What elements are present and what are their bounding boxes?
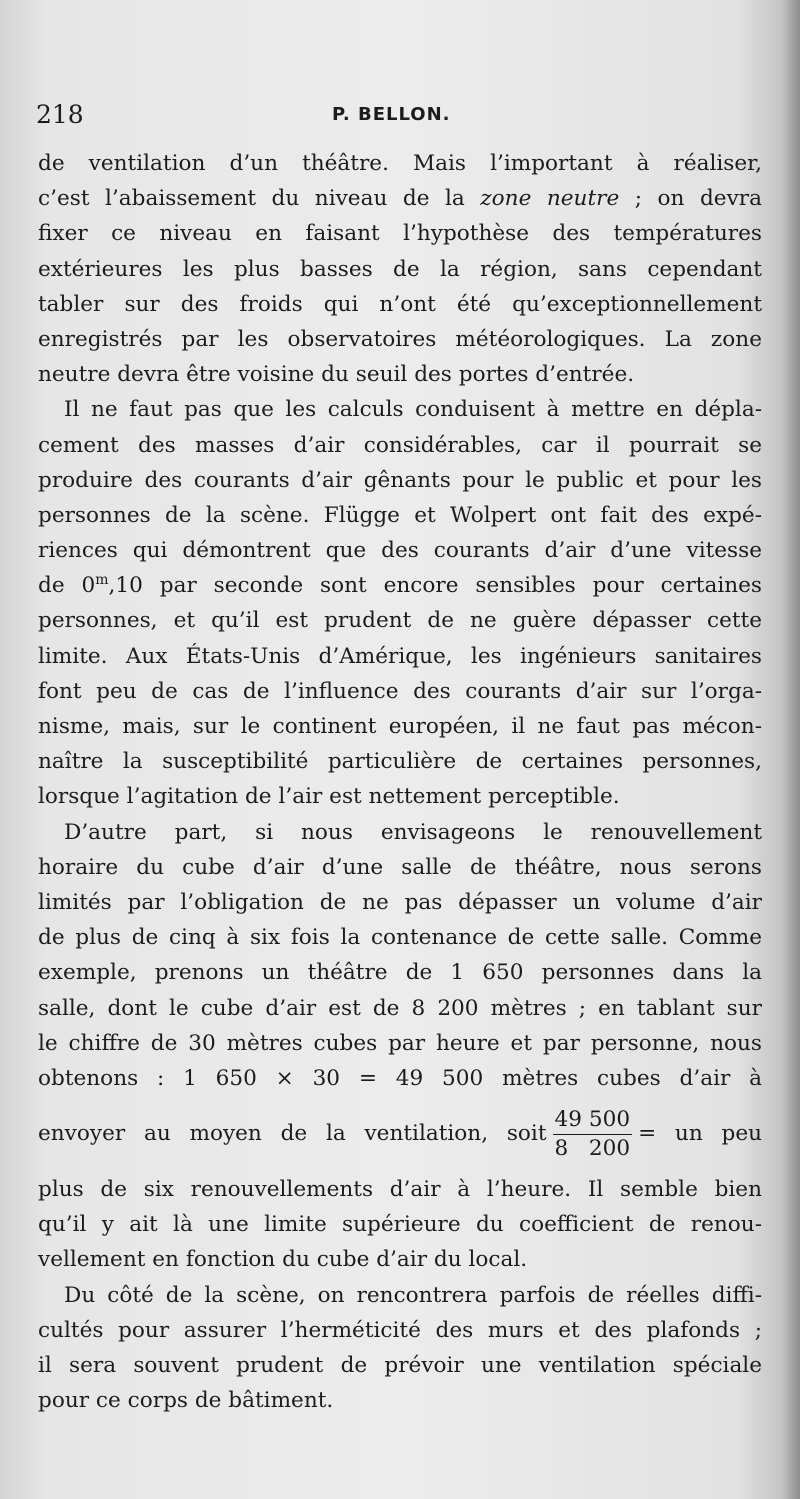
text-line: Du côté de la scène, on rencontrera parfois de réelles diffi- (64, 1282, 762, 1308)
text-line: horaire du cube d’air d’une salle de théâtre, nous serons (38, 854, 762, 880)
text-line: plus de six renouvellements d’air à l’heure. Il semble bien (38, 1177, 762, 1203)
text-line: extérieures les plus basses de la région, sans cependant (38, 256, 762, 282)
text-line: cement des masses d’air considérables, car il pourrait se (38, 432, 762, 458)
text-span: de 0 (38, 573, 96, 599)
running-head: P. BELLON. (332, 104, 451, 125)
text-line: obtenons : 1 650 × 30 = 49 500 mètres cubes d’air à (38, 1065, 762, 1091)
text-line: neutre devra être voisine du seuil des portes d’entrée. (38, 362, 635, 388)
text-line: nisme, mais, sur le continent européen, il ne faut pas mécon- (38, 714, 762, 739)
unit-superscript: m (95, 572, 109, 589)
text-line (38, 568, 762, 603)
text-line: de plus de cinq à six fois la contenance de cette salle. Comme (38, 925, 762, 951)
page-edge-shadow (782, 0, 800, 1499)
text-line-with-fraction (38, 1096, 762, 1172)
text-line: personnes, et qu’il est prudent de ne guère dépasser cette (38, 608, 762, 634)
text-line: le chiffre de 30 mètres cubes par heure et par personne, nous (38, 1030, 762, 1056)
text-line: Il ne faut pas que les calculs conduisent à mettre en dépla- (64, 397, 762, 423)
text-line: D’autre part, si nous envisageons le renouvellement (64, 819, 762, 845)
text-line: de ventilation d’un théâtre. Mais l’important à réaliser, (38, 151, 762, 176)
text-line: exemple, prenons un théâtre de 1 650 personnes dans la (38, 960, 762, 986)
text-line: qu’il y ait là une limite supérieure du coefficient de renou- (38, 1212, 762, 1238)
text-line: riences qui démontrent que des courants d’air d’une vitesse (38, 538, 762, 564)
body-text (38, 146, 762, 1418)
text-line: salle, dont le cube d’air est de 8 200 mètres ; en tablant sur (38, 995, 762, 1021)
text-line: enregistrés par les observatoires météorologiques. La zone (38, 326, 762, 352)
text-span: envoyer au moyen de la ventilation, soit (38, 1121, 547, 1147)
fraction (553, 1106, 633, 1163)
text-line (38, 181, 762, 216)
text-line: vellement en fonction du cube d’air du local. (38, 1247, 528, 1273)
text-line: limités par l’obligation de ne pas dépasser un volume d’air (38, 889, 762, 915)
text-line: limite. Aux États-Unis d’Amérique, les ingénieurs sanitaires (38, 643, 762, 669)
text-line: produire des courants d’air gênants pour le public et pour les (38, 467, 762, 493)
text-line: naître la susceptibilité particulière de certaines personnes, (38, 749, 762, 775)
text-span: c’est l’abaissement du niveau de la (38, 186, 481, 212)
fraction-denominator: 8 200 (554, 1135, 631, 1161)
text-span: = un peu (638, 1121, 763, 1147)
text-line: font peu de cas de l’influence des courants d’air sur l’orga- (38, 678, 762, 704)
text-line: il sera souvent prudent de prévoir une ventilation spéciale (38, 1353, 762, 1378)
text-span: ; on devra (619, 186, 762, 212)
page-number: 218 (36, 100, 84, 129)
text-line: tabler sur des froids qui n’ont été qu’exceptionnellement (38, 291, 762, 317)
text-line: lorsque l’agitation de l’air est nettement perceptible. (38, 784, 620, 810)
italic-term: zone neutre (480, 186, 620, 212)
fraction-numerator: 49 500 (553, 1106, 633, 1135)
text-line: fixer ce niveau en faisant l’hypothèse des températures (38, 221, 762, 247)
text-line: cultés pour assurer l’herméticité des murs et des plafonds ; (38, 1317, 762, 1343)
text-line: pour ce corps de bâtiment. (38, 1388, 334, 1414)
text-span: ,10 par seconde sont encore sensibles pour certaines (108, 573, 762, 599)
text-line: personnes de la scène. Flügge et Wolpert ont fait des expé- (38, 502, 762, 528)
page-header (36, 100, 756, 134)
